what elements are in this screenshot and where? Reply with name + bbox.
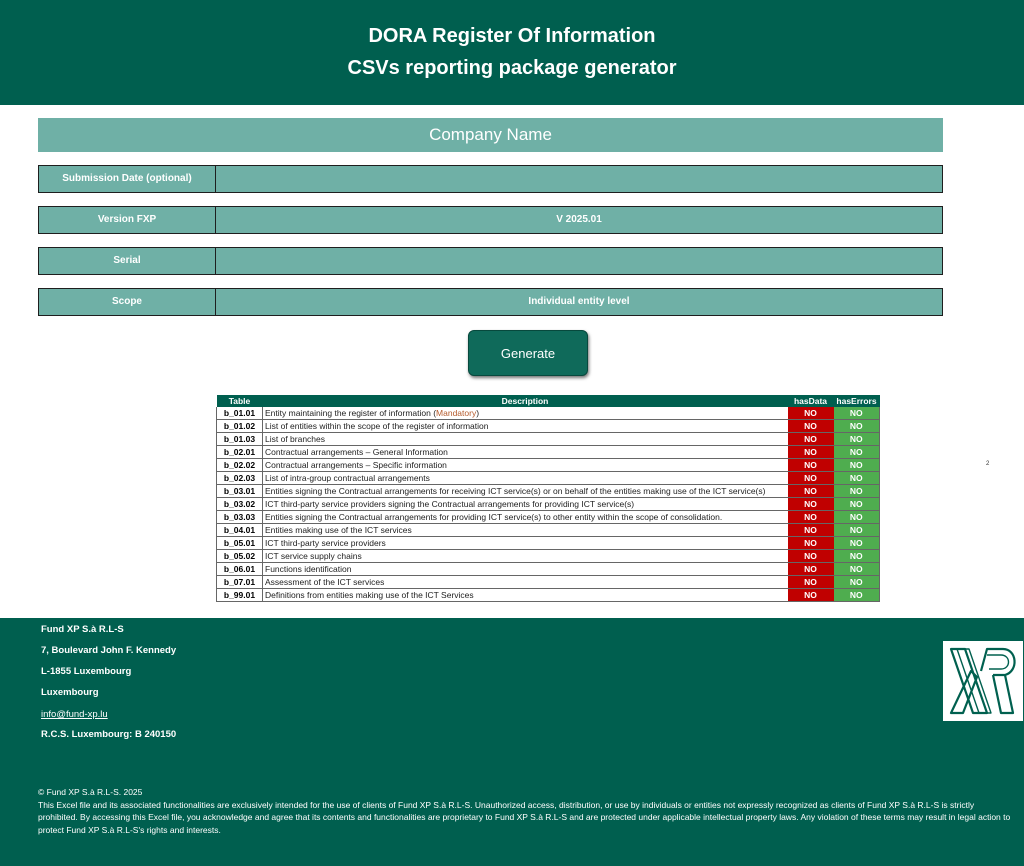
scope-select[interactable]: Individual entity level [528, 296, 630, 307]
table-row [217, 511, 880, 524]
scope-label: Scope [39, 289, 216, 315]
hasdata-status: NO [788, 563, 834, 576]
tables-status-table [216, 395, 880, 602]
hasdata-status: NO [788, 537, 834, 550]
hasdata-status: NO [788, 589, 834, 602]
submission-date-label: Submission Date (optional) [39, 166, 216, 192]
table-description-cell: ICT third-party service providers signing the Contractual arrangements for providing ICT service(s) [263, 498, 788, 511]
haserrors-status: NO [834, 472, 880, 485]
table-code-cell: b_02.02 [217, 459, 263, 472]
table-row [217, 472, 880, 485]
haserrors-status: NO [834, 537, 880, 550]
version-value[interactable]: V 2025.01 [556, 214, 602, 225]
table-row [217, 420, 880, 433]
table-row [217, 407, 880, 420]
company-name-field[interactable]: Company Name [38, 118, 943, 152]
table-description-cell: Contractual arrangements – General Information [263, 446, 788, 459]
haserrors-status: NO [834, 589, 880, 602]
table-description-cell: Entities signing the Contractual arrangements for providing ICT service(s) to other entity within the scope of consolidation. [263, 511, 788, 524]
table-description-cell: Entities signing the Contractual arrangements for receiving ICT service(s) or on behalf of the entities making use of the ICT service(s) [263, 485, 788, 498]
hasdata-status: NO [788, 433, 834, 446]
haserrors-status: NO [834, 550, 880, 563]
table-row [217, 433, 880, 446]
haserrors-status: NO [834, 446, 880, 459]
table-header-row [217, 395, 880, 407]
submission-date-row [38, 165, 943, 193]
column-header-haserrors: hasErrors [834, 395, 880, 407]
haserrors-status: NO [834, 498, 880, 511]
table-code-cell: b_04.01 [217, 524, 263, 537]
table-description-cell: Entities making use of the ICT services [263, 524, 788, 537]
footer-email-link[interactable]: info@fund-xp.lu [41, 709, 108, 720]
table-description-cell: Definitions from entities making use of the ICT Services [263, 589, 788, 602]
table-code-cell: b_99.01 [217, 589, 263, 602]
footer-company: Fund XP S.à R.L-S [41, 624, 124, 635]
table-body [217, 407, 880, 602]
table-row [217, 537, 880, 550]
hasdata-status: NO [788, 524, 834, 537]
submission-date-input[interactable] [216, 166, 942, 192]
hasdata-status: NO [788, 550, 834, 563]
haserrors-status: NO [834, 563, 880, 576]
table-description-cell: Contractual arrangements – Specific information [263, 459, 788, 472]
table-code-cell: b_06.01 [217, 563, 263, 576]
table-description-cell: Functions identification [263, 563, 788, 576]
table-description-cell [263, 407, 788, 420]
table-row [217, 459, 880, 472]
table-row [217, 550, 880, 563]
table-row [217, 498, 880, 511]
table-code-cell: b_01.03 [217, 433, 263, 446]
page-title: DORA Register Of Information [368, 25, 656, 47]
side-number: 2 [986, 461, 990, 467]
table-code-cell: b_03.03 [217, 511, 263, 524]
footer [0, 618, 1024, 866]
version-row [38, 206, 943, 234]
footer-copyright: © Fund XP S.à R.L-S. 2025 [38, 787, 143, 797]
hasdata-status: NO [788, 407, 834, 420]
footer-street: 7, Boulevard John F. Kennedy [41, 645, 177, 656]
table-code-cell: b_05.01 [217, 537, 263, 550]
hasdata-status: NO [788, 459, 834, 472]
description-suffix: ) [476, 408, 480, 418]
footer-disclaimer: This Excel file and its associated functionalities are exclusively intended for the use of clients of Fund XP S.à R.L-S. Unauthorized access, distribution, or use by individuals or entities not expressly recognized as clients of Fund XP S.à R.L-S is strictly prohibited. By accessing this Excel file, you acknowledge and agree that its contents and functionalities are proprietary to Fund XP S.à R.L-S and are protected under applicable intellectual property laws. Any violation of these terms may result in legal action to protect Fund XP S.à R.L-S's rights and interests. [38, 799, 1011, 835]
hasdata-status: NO [788, 485, 834, 498]
haserrors-status: NO [834, 433, 880, 446]
table-description-cell: List of entities within the scope of the register of information [263, 420, 788, 433]
table-row [217, 446, 880, 459]
footer-city: L-1855 Luxembourg [41, 666, 132, 677]
fund-xp-logo [943, 641, 1023, 721]
version-label: Version FXP [39, 207, 216, 233]
footer-rcs: R.C.S. Luxembourg: B 240150 [41, 729, 177, 740]
hasdata-status: NO [788, 446, 834, 459]
haserrors-status: NO [834, 576, 880, 589]
hasdata-status: NO [788, 498, 834, 511]
hasdata-status: NO [788, 420, 834, 433]
table-description-cell: ICT third-party service providers [263, 537, 788, 550]
hasdata-status: NO [788, 472, 834, 485]
serial-input[interactable] [216, 248, 942, 274]
table-code-cell: b_07.01 [217, 576, 263, 589]
table-row [217, 576, 880, 589]
table-row [217, 485, 880, 498]
description-text: Entity maintaining the register of information ( [265, 408, 437, 418]
table-code-cell: b_02.01 [217, 446, 263, 459]
table-code-cell: b_03.02 [217, 498, 263, 511]
table-description-cell: List of intra-group contractual arrangements [263, 472, 788, 485]
table-row [217, 589, 880, 602]
mandatory-tag: Mandatory [436, 408, 477, 418]
page-subtitle: CSVs reporting package generator [347, 57, 677, 79]
scope-row [38, 288, 943, 316]
serial-label: Serial [39, 248, 216, 274]
table-code-cell: b_03.01 [217, 485, 263, 498]
table-code-cell: b_01.01 [217, 407, 263, 420]
table-code-cell: b_05.02 [217, 550, 263, 563]
table-description-cell: Assessment of the ICT services [263, 576, 788, 589]
haserrors-status: NO [834, 485, 880, 498]
table-row [217, 524, 880, 537]
table-code-cell: b_02.03 [217, 472, 263, 485]
generate-button[interactable]: Generate [468, 330, 588, 376]
haserrors-status: NO [834, 420, 880, 433]
serial-row [38, 247, 943, 275]
header-banner [0, 0, 1024, 105]
haserrors-status: NO [834, 524, 880, 537]
footer-legal [38, 786, 1013, 836]
table-description-cell: List of branches [263, 433, 788, 446]
column-header-description: Description [263, 395, 788, 407]
table-description-cell: ICT service supply chains [263, 550, 788, 563]
column-header-table: Table [217, 395, 263, 407]
hasdata-status: NO [788, 576, 834, 589]
column-header-hasdata: hasData [788, 395, 834, 407]
haserrors-status: NO [834, 511, 880, 524]
hasdata-status: NO [788, 511, 834, 524]
table-row [217, 563, 880, 576]
haserrors-status: NO [834, 407, 880, 420]
haserrors-status: NO [834, 459, 880, 472]
footer-country: Luxembourg [41, 687, 99, 698]
table-code-cell: b_01.02 [217, 420, 263, 433]
